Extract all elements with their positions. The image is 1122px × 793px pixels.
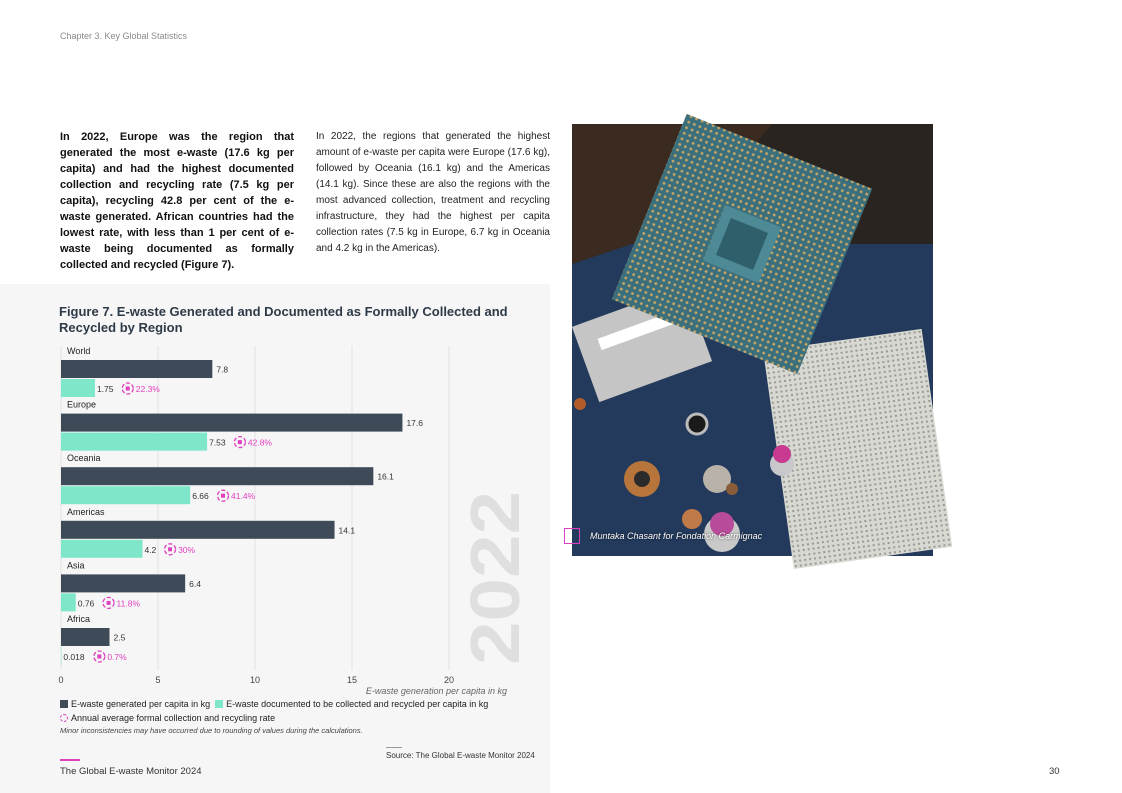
lead-paragraph: In 2022, Europe was the region that generated the most e-waste (17.6 kg per capita) and had the highest documented collection and recycling rate (7.5 kg per capita), recycling 42.8 per cent of the e-waste generated. African countries had the lowest rate, with less than 1 per cent of e-waste being documented as formally collected and recycled (Figure 7).	[60, 131, 294, 271]
page-number: 30	[1049, 766, 1060, 777]
value-label-recycled: 0.018	[63, 652, 85, 662]
body-paragraph: In 2022, the regions that generated the highest amount of e-waste per capita were Europe (17.6 kg), followed by Oceania (16.1 kg) and the Americas (14.1 kg). Since these are also the regions with the most advanced collection, treatment and recycling infrastructure, they had the highest per capita collection rates (7.5 kg in Europe, 6.7 kg in Oceania and 4.2 kg in the Americas).	[316, 131, 550, 254]
value-label-generated: 14.1	[338, 525, 356, 536]
recycle-icon-core	[97, 655, 101, 659]
rate-label: 11.8%	[116, 598, 141, 609]
value-label-recycled: 7.53	[209, 437, 226, 448]
chart-grid	[61, 346, 449, 670]
legend-label-rate: Annual average formal collection and recycling rate	[71, 713, 276, 723]
x-tick-label: 5	[155, 675, 161, 685]
category-label: Oceania	[67, 453, 101, 464]
cpu-photo	[572, 124, 933, 556]
rate-label: 30%	[178, 544, 196, 555]
recycle-icon-core	[168, 547, 172, 551]
x-axis-title: E-waste generation per capita in kg	[365, 686, 507, 696]
chart-bars	[61, 360, 402, 665]
category-label: Europe	[67, 399, 97, 410]
value-label-generated: 17.6	[406, 418, 423, 429]
bar-recycled	[61, 486, 190, 504]
footer-accent-line	[60, 759, 80, 761]
recycle-icon-core	[221, 494, 225, 498]
bar-recycled	[61, 379, 95, 397]
legend-swatch-recycled	[215, 700, 223, 708]
legend-swatch-generated	[60, 700, 68, 708]
bar-recycled	[61, 593, 76, 611]
value-label-recycled: 6.66	[192, 491, 209, 502]
bar-recycled	[61, 540, 142, 558]
recycle-icon	[60, 714, 68, 722]
bar-generated	[61, 467, 373, 485]
bar-generated	[61, 360, 212, 378]
value-label-recycled: 1.75	[96, 384, 114, 394]
figure-title: Figure 7. E-waste Generated and Documented as Formally Collected and Recycled by Region	[59, 304, 508, 335]
x-tick-label: 0	[58, 675, 64, 685]
category-label: Africa	[67, 614, 91, 624]
source-divider	[386, 747, 402, 748]
legend-label-recycled: E-waste documented to be collected and recycled per capita in kg	[226, 699, 489, 709]
bar-generated	[61, 574, 185, 592]
value-label-generated: 2.5	[113, 632, 126, 643]
bar-generated	[61, 414, 402, 432]
photo-credit-frame	[564, 528, 580, 544]
x-tick-label: 20	[443, 675, 455, 685]
value-label-generated: 7.8	[216, 364, 229, 375]
figure-note: Minor inconsistencies may have occurred due to rounding of values during the calculations.	[60, 726, 363, 735]
x-tick-label: 10	[249, 675, 261, 685]
recycle-icon-core	[107, 601, 111, 605]
year-watermark-text: 2022	[456, 509, 534, 665]
chart-legend	[60, 697, 488, 725]
rate-label: 22.3%	[135, 384, 160, 394]
value-label-recycled: 4.2	[144, 544, 157, 555]
bar-recycled	[61, 433, 207, 451]
chart-axis	[58, 675, 507, 696]
chapter-header: Chapter 3. Key Global Statistics	[60, 31, 188, 41]
bar-chart	[0, 340, 550, 700]
value-label-generated: 6.4	[189, 578, 201, 589]
rate-label: 41.4%	[231, 491, 256, 502]
photo-credit: Muntaka Chasant for Fondation Carmignac	[590, 531, 763, 541]
rate-label: 0.7%	[107, 652, 127, 662]
recycle-icon-core	[126, 387, 130, 391]
value-label-recycled: 0.76	[77, 598, 95, 609]
recycle-icon-core	[238, 440, 242, 444]
x-tick-label: 15	[346, 675, 358, 685]
figure-source: Source: The Global E-waste Monitor 2024	[386, 751, 535, 760]
bar-generated	[61, 628, 110, 646]
category-label: Asia	[67, 560, 85, 571]
category-label: Americas	[67, 506, 105, 517]
bar-generated	[61, 521, 335, 539]
value-label-generated: 16.1	[377, 471, 394, 482]
footer-publication: The Global E-waste Monitor 2024	[60, 766, 202, 777]
rate-label: 42.8%	[247, 437, 272, 448]
legend-label-generated: E-waste generated per capita in kg	[71, 699, 211, 709]
category-label: World	[67, 346, 91, 356]
